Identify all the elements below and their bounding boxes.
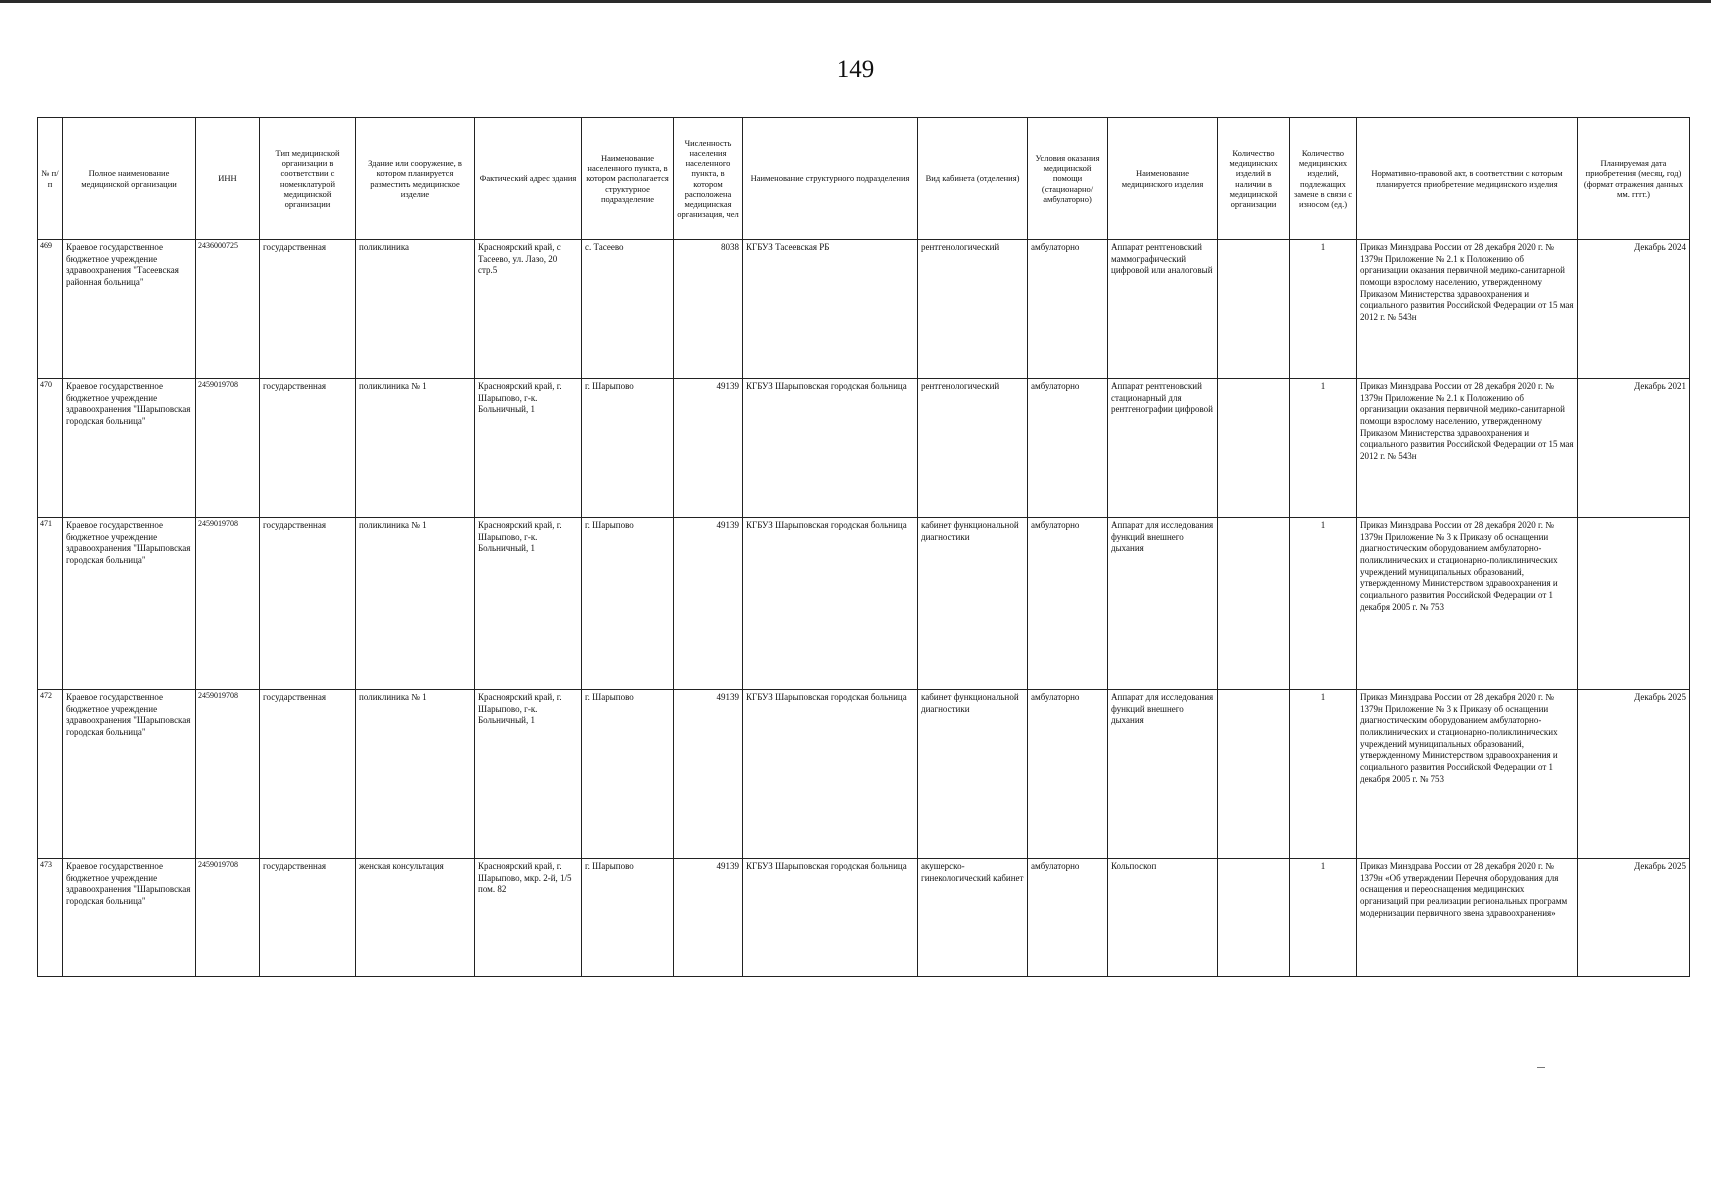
cell-number: 472	[38, 690, 63, 859]
cell-locality: с. Тасеево	[582, 240, 674, 379]
cell-qty-replace: 1	[1290, 859, 1357, 977]
cell-planned-date	[1578, 518, 1690, 690]
cell-unit: КГБУЗ Шарыповская городская больница	[743, 690, 918, 859]
header-inn: ИНН	[196, 118, 260, 240]
cell-building: поликлиника № 1	[356, 690, 475, 859]
cell-legal-act: Приказ Минздрава России от 28 декабря 2020 г. № 1379н «Об утверждении Перечня оборудования для оснащения и переоснащения медицинских организаций при реализации региональных программ модернизации первичного звена здравоохранения»	[1357, 859, 1578, 977]
cell-locality: г. Шарыпово	[582, 379, 674, 518]
cell-qty-replace: 1	[1290, 379, 1357, 518]
cell-org-name: Краевое государственное бюджетное учреждение здравоохранения "Шарыповская городская больница"	[63, 518, 196, 690]
header-locality: Наименование населенного пункта, в котором располагается структурное подразделение	[582, 118, 674, 240]
cell-building: женская консультация	[356, 859, 475, 977]
table-row	[38, 690, 1690, 859]
cell-cabinet: акушерско-гинекологический кабинет	[918, 859, 1028, 977]
cell-address: Красноярский край, г. Шарыпово, г-к. Больничный, 1	[475, 379, 582, 518]
header-unit: Наименование структурного подразделения	[743, 118, 918, 240]
cell-conditions: амбулаторно	[1028, 240, 1108, 379]
cell-org-type: государственная	[260, 690, 356, 859]
header-number: № п/п	[38, 118, 63, 240]
header-qty-have: Количество медицинских изделий в наличии в медицинской организации	[1218, 118, 1290, 240]
cell-qty-have	[1218, 240, 1290, 379]
top-border-line	[0, 0, 1711, 3]
cell-qty-have	[1218, 379, 1290, 518]
cell-qty-have	[1218, 518, 1290, 690]
page-number: 149	[836, 56, 875, 83]
cell-cabinet: рентгенологический	[918, 379, 1028, 518]
cell-unit: КГБУЗ Шарыповская городская больница	[743, 379, 918, 518]
scan-artifact-mark	[1537, 1067, 1545, 1068]
header-qty-replace: Количество медицинских изделий, подлежащих замене в связи с износом (ед.)	[1290, 118, 1357, 240]
table-row	[38, 379, 1690, 518]
header-legal-act: Нормативно-правовой акт, в соответствии с которым планируется приобретение медицинского изделия	[1357, 118, 1578, 240]
header-cabinet: Вид кабинета (отделения)	[918, 118, 1028, 240]
cell-qty-have	[1218, 859, 1290, 977]
cell-inn: 2459019708	[196, 859, 260, 977]
cell-device: Кольпоскоп	[1108, 859, 1218, 977]
cell-org-type: государственная	[260, 518, 356, 690]
cell-qty-have	[1218, 690, 1290, 859]
cell-cabinet: рентгенологический	[918, 240, 1028, 379]
cell-org-name: Краевое государственное бюджетное учреждение здравоохранения "Шарыповская городская больница"	[63, 690, 196, 859]
header-building: Здание или сооружение, в котором планируется разместить медицинское изделие	[356, 118, 475, 240]
cell-address: Красноярский край, г. Шарыпово, мкр. 2-й, 1/5 пом. 82	[475, 859, 582, 977]
cell-locality: г. Шарыпово	[582, 690, 674, 859]
cell-org-type: государственная	[260, 240, 356, 379]
header-planned-date: Планируемая дата приобретения (месяц, год) (формат отражения данных мм. гггг.)	[1578, 118, 1690, 240]
cell-cabinet: кабинет функциональной диагностики	[918, 518, 1028, 690]
cell-unit: КГБУЗ Шарыповская городская больница	[743, 859, 918, 977]
cell-legal-act: Приказ Минздрава России от 28 декабря 2020 г. № 1379н Приложение № 2.1 к Положению об организации оказания первичной медико-санитарной помощи взрослому населению, утвержденному Приказом Министерства здравоохранения и социального развития Российской Федерации от 15 мая 2012 г. № 543н	[1357, 240, 1578, 379]
cell-org-type: государственная	[260, 379, 356, 518]
cell-inn: 2436000725	[196, 240, 260, 379]
header-device: Наименование медицинского изделия	[1108, 118, 1218, 240]
cell-inn: 2459019708	[196, 518, 260, 690]
cell-cabinet: кабинет функциональной диагностики	[918, 690, 1028, 859]
cell-population: 8038	[674, 240, 743, 379]
cell-qty-replace: 1	[1290, 518, 1357, 690]
header-org-name: Полное наименование медицинской организации	[63, 118, 196, 240]
cell-inn: 2459019708	[196, 379, 260, 518]
cell-building: поликлиника № 1	[356, 379, 475, 518]
table-row	[38, 240, 1690, 379]
cell-conditions: амбулаторно	[1028, 518, 1108, 690]
cell-population: 49139	[674, 859, 743, 977]
cell-device: Аппарат рентгеновский маммографический цифровой или аналоговый	[1108, 240, 1218, 379]
cell-conditions: амбулаторно	[1028, 379, 1108, 518]
cell-org-name: Краевое государственное бюджетное учреждение здравоохранения "Шарыповская городская больница"	[63, 859, 196, 977]
cell-legal-act: Приказ Минздрава России от 28 декабря 2020 г. № 1379н Приложение № 3 к Приказу об оснащении диагностическим оборудованием амбулаторно-поликлинических и стационарно-поликлинических учреждений муниципальных образований, утвержденному Министерством здравоохранения и социального развития Российской Федерации от 1 декабря 2005 г. № 753	[1357, 690, 1578, 859]
cell-legal-act: Приказ Минздрава России от 28 декабря 2020 г. № 1379н Приложение № 3 к Приказу об оснащении диагностическим оборудованием амбулаторно-поликлинических и стационарно-поликлинических учреждений муниципальных образований, утвержденному Министерством здравоохранения и социального развития Российской Федерации от 1 декабря 2005 г. № 753	[1357, 518, 1578, 690]
cell-locality: г. Шарыпово	[582, 859, 674, 977]
cell-building: поликлиника № 1	[356, 518, 475, 690]
cell-address: Красноярский край, с Тасеево, ул. Лазо, 20 стр.5	[475, 240, 582, 379]
cell-qty-replace: 1	[1290, 240, 1357, 379]
cell-device: Аппарат для исследования функций внешнего дыхания	[1108, 518, 1218, 690]
cell-unit: КГБУЗ Тасеевская РБ	[743, 240, 918, 379]
cell-org-name: Краевое государственное бюджетное учреждение здравоохранения "Тасеевская районная больница"	[63, 240, 196, 379]
cell-planned-date: Декабрь 2025	[1578, 859, 1690, 977]
cell-org-name: Краевое государственное бюджетное учреждение здравоохранения "Шарыповская городская больница"	[63, 379, 196, 518]
cell-address: Красноярский край, г. Шарыпово, г-к. Больничный, 1	[475, 690, 582, 859]
cell-address: Красноярский край, г. Шарыпово, г-к. Больничный, 1	[475, 518, 582, 690]
table-header-row	[38, 118, 1690, 240]
cell-conditions: амбулаторно	[1028, 690, 1108, 859]
table-row	[38, 518, 1690, 690]
header-address: Фактический адрес здания	[475, 118, 582, 240]
cell-planned-date: Декабрь 2021	[1578, 379, 1690, 518]
cell-device: Аппарат рентгеновский стационарный для рентгенографии цифровой	[1108, 379, 1218, 518]
medical-equipment-table	[37, 117, 1690, 977]
cell-device: Аппарат для исследования функций внешнего дыхания	[1108, 690, 1218, 859]
header-org-type: Тип медицинской организации в соответствии с номенклатурой медицинской организации	[260, 118, 356, 240]
cell-population: 49139	[674, 518, 743, 690]
cell-legal-act: Приказ Минздрава России от 28 декабря 2020 г. № 1379н Приложение № 2.1 к Положению об организации оказания первичной медико-санитарной помощи взрослому населению, утвержденному Приказом Министерства здравоохранения и социального развития Российской Федерации от 15 мая 2012 г. № 543н	[1357, 379, 1578, 518]
cell-population: 49139	[674, 690, 743, 859]
cell-planned-date: Декабрь 2025	[1578, 690, 1690, 859]
table-row	[38, 859, 1690, 977]
header-conditions: Условия оказания медицинской помощи (стационарно/ амбулаторно)	[1028, 118, 1108, 240]
cell-org-type: государственная	[260, 859, 356, 977]
cell-qty-replace: 1	[1290, 690, 1357, 859]
cell-unit: КГБУЗ Шарыповская городская больница	[743, 518, 918, 690]
cell-number: 469	[38, 240, 63, 379]
cell-planned-date: Декабрь 2024	[1578, 240, 1690, 379]
cell-number: 471	[38, 518, 63, 690]
cell-population: 49139	[674, 379, 743, 518]
cell-number: 473	[38, 859, 63, 977]
cell-inn: 2459019708	[196, 690, 260, 859]
cell-locality: г. Шарыпово	[582, 518, 674, 690]
cell-building: поликлиника	[356, 240, 475, 379]
header-population: Численность населения населенного пункта, в котором расположена медицинская организация, чел	[674, 118, 743, 240]
cell-conditions: амбулаторно	[1028, 859, 1108, 977]
cell-number: 470	[38, 379, 63, 518]
